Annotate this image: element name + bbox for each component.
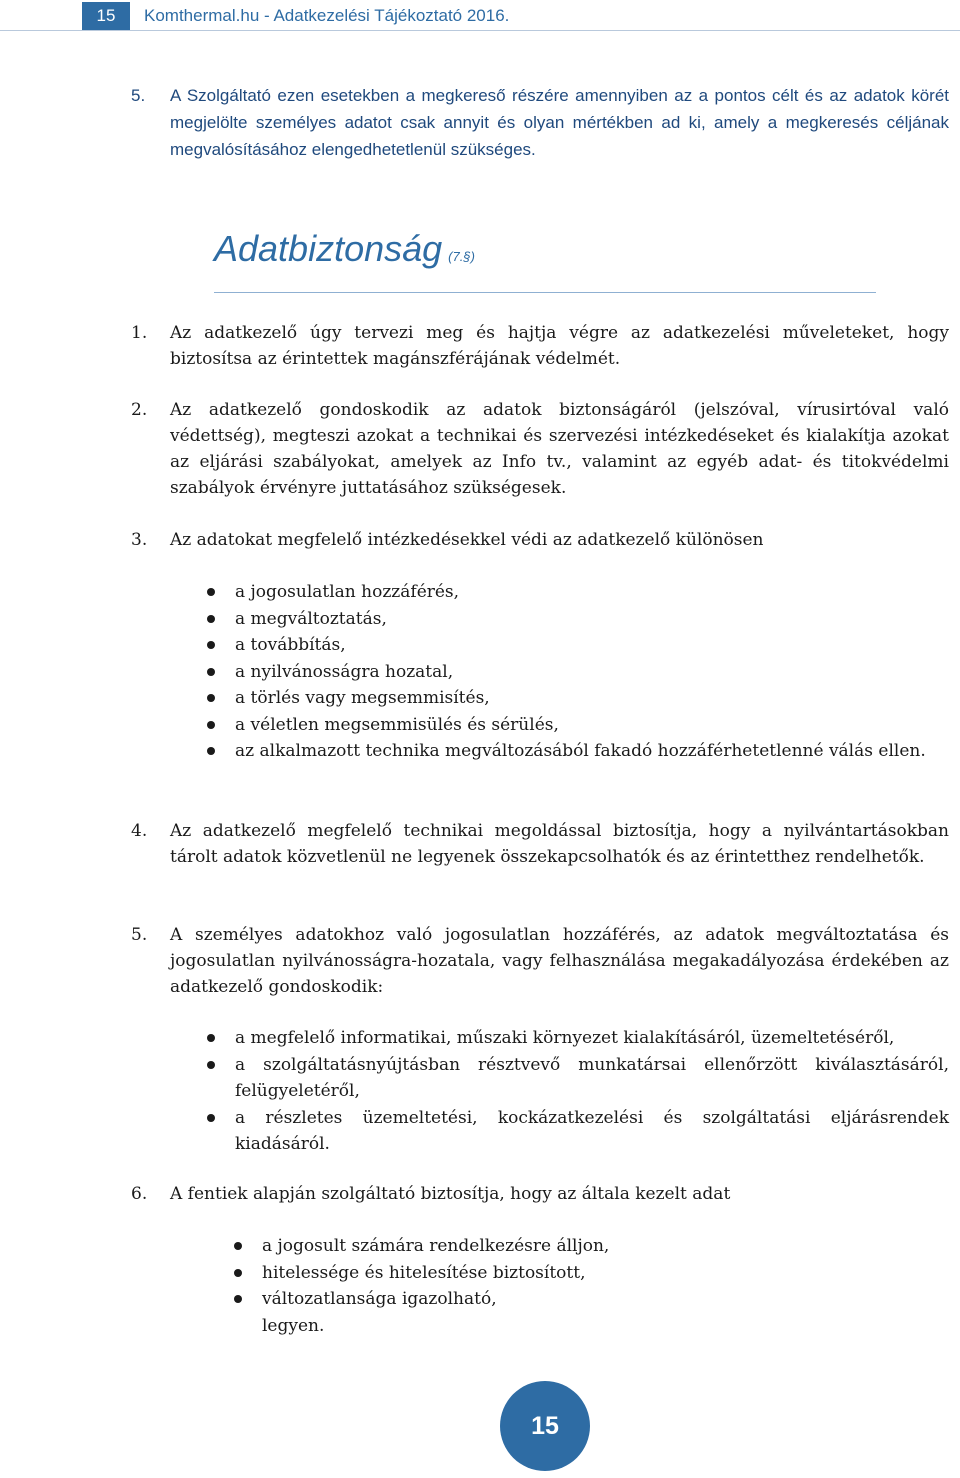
list-item: a megfelelő informatikai, műszaki környezet kialakításáról, üzemeltetéséről, bbox=[235, 1025, 949, 1052]
bullet-icon bbox=[234, 1295, 242, 1303]
item-number: 6. bbox=[131, 1184, 148, 1204]
item-number: 5. bbox=[131, 86, 146, 105]
bullet-icon bbox=[207, 588, 215, 596]
list-item: a véletlen megsemmisülés és sérülés, bbox=[235, 712, 949, 739]
bullet-icon bbox=[207, 747, 215, 755]
bullet-list-6 bbox=[262, 1233, 922, 1339]
item-text: A személyes adatokhoz való jogosulatlan hozzáférés, az adatok megváltoztatása és jogosulatlan nyilvánosságra-hozatala, vagy felhasználása megakadályozása érdekében az adatkezelő gondoskodik: bbox=[170, 925, 949, 997]
bullet-icon bbox=[207, 615, 215, 623]
item-text: Az adatkezelő megfelelő technikai megoldással biztosítja, hogy a nyilvántartásokban tárolt adatok közvetlenül ne legyenek összekapcsolhatók és az érintetthez rendelhetők. bbox=[170, 821, 949, 867]
item-text: Az adatokat megfelelő intézkedésekkel védi az adatkezelő különösen bbox=[170, 530, 764, 550]
section-divider bbox=[214, 292, 876, 293]
list-item: a szolgáltatásnyújtásban résztvevő munkatársai ellenőrzött kiválasztásáról, felügyeletéről, bbox=[235, 1052, 949, 1105]
list-tail-text: legyen. bbox=[262, 1315, 325, 1336]
list-item: a jogosulatlan hozzáférés, bbox=[235, 579, 949, 606]
bullet-list-5 bbox=[235, 1025, 949, 1158]
list-item-4 bbox=[131, 818, 949, 870]
bullet-list-3 bbox=[235, 579, 949, 765]
list-item-6 bbox=[131, 1181, 949, 1207]
section-heading bbox=[214, 228, 475, 270]
item-number: 3. bbox=[131, 530, 148, 550]
header-page-number: 15 bbox=[82, 2, 130, 30]
bullet-icon bbox=[234, 1242, 242, 1250]
list-item-5 bbox=[131, 922, 949, 1000]
bullet-icon bbox=[207, 1034, 215, 1042]
bullet-icon bbox=[207, 668, 215, 676]
bullet-icon bbox=[207, 721, 215, 729]
list-item: változatlansága igazolható, bbox=[262, 1286, 922, 1313]
bullet-icon bbox=[207, 694, 215, 702]
bullet-icon bbox=[234, 1269, 242, 1277]
list-item: a részletes üzemeltetési, kockázatkezelési és szolgáltatási eljárásrendek kiadásáról. bbox=[235, 1105, 949, 1158]
list-item: a továbbítás, bbox=[235, 632, 949, 659]
prev-item-5 bbox=[131, 82, 949, 163]
bullet-icon bbox=[207, 1114, 215, 1122]
section-title: Adatbiztonság bbox=[214, 228, 443, 269]
list-item: hitelessége és hitelesítése biztosított, bbox=[262, 1260, 922, 1287]
list-item: a megváltoztatás, bbox=[235, 606, 949, 633]
bullet-icon bbox=[207, 1061, 215, 1069]
item-text: Az adatkezelő gondoskodik az adatok biztonságáról (jelszóval, vírusirtóval való védettség), megteszi azokat a technikai és szervezési intézkedéseket és kialakítja azokat az eljárási szabályokat, amelyek az Info tv., valamint az egyéb adat- és titokvédelmi szabályok érvényre juttatásához szükségesek. bbox=[170, 400, 949, 498]
item-text: A fentiek alapján szolgáltató biztosítja, hogy az általa kezelt adat bbox=[170, 1184, 731, 1204]
section-reference: (7.§) bbox=[448, 249, 475, 264]
item-text: A Szolgáltató ezen esetekben a megkereső részére amennyiben az a pontos célt és az adatok körét megjelölte személyes adatot csak annyit és olyan mértékben ad ki, amely a megkeresés céljának megvalósításához elengedhetetlenül szükséges. bbox=[170, 86, 949, 159]
item-number: 4. bbox=[131, 821, 148, 841]
item-text: Az adatkezelő úgy tervezi meg és hajtja végre az adatkezelési műveleteket, hogy biztosítsa az érintettek magánszférájának védelmét. bbox=[170, 323, 949, 369]
list-item-2 bbox=[131, 397, 949, 501]
item-number: 1. bbox=[131, 323, 148, 343]
list-item-1 bbox=[131, 320, 949, 372]
bullet-icon bbox=[207, 641, 215, 649]
list-item: a jogosult számára rendelkezésre álljon, bbox=[262, 1233, 922, 1260]
list-item-3 bbox=[131, 527, 949, 553]
list-item: az alkalmazott technika megváltozásából fakadó hozzáférhetetlenné válás ellen. bbox=[235, 738, 949, 765]
item-number: 2. bbox=[131, 400, 148, 420]
header-title: Komthermal.hu - Adatkezelési Tájékoztató 2016. bbox=[144, 6, 510, 25]
list-item: a törlés vagy megsemmisítés, bbox=[235, 685, 949, 712]
page-header bbox=[0, 0, 960, 32]
list-item: a nyilvánosságra hozatal, bbox=[235, 659, 949, 686]
item-number: 5. bbox=[131, 925, 148, 945]
footer-page-number: 15 bbox=[500, 1381, 590, 1471]
header-divider bbox=[0, 30, 960, 31]
